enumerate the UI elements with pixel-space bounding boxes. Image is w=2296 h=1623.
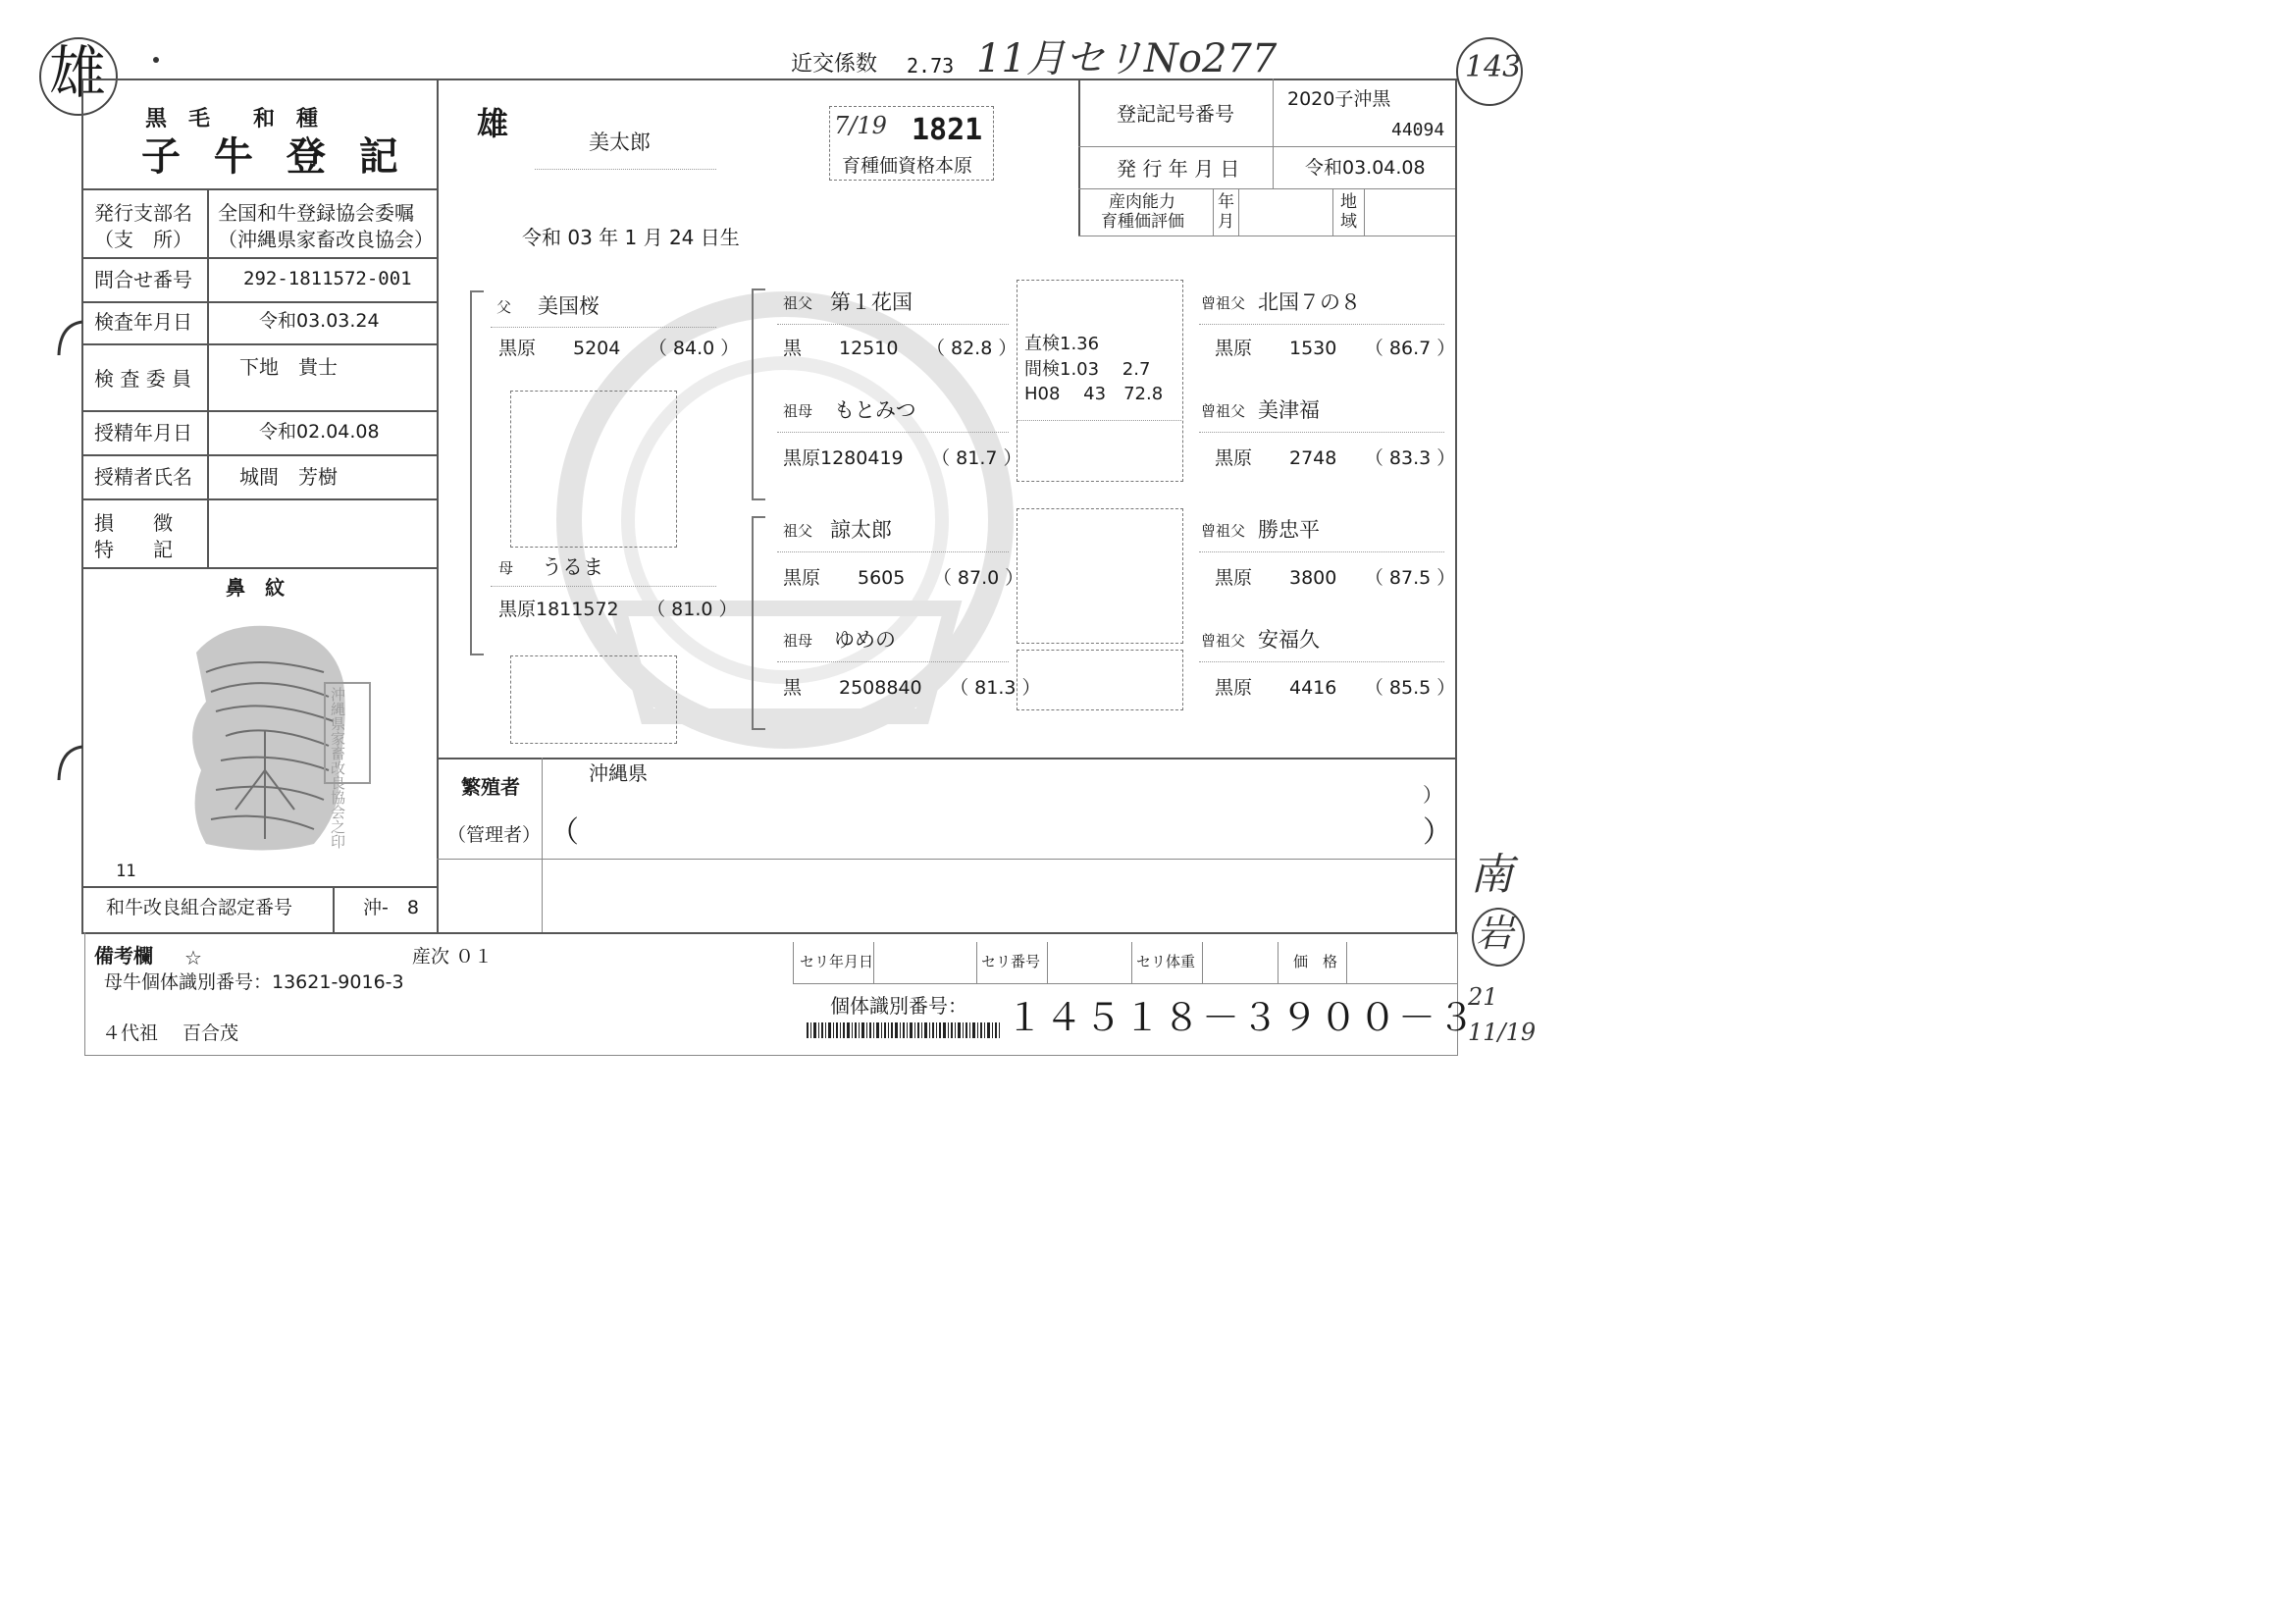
left-row-line — [81, 410, 437, 412]
left-row-line — [81, 301, 437, 303]
inspection-divider — [1017, 420, 1181, 421]
inspection-box-1 — [1017, 280, 1183, 482]
frame-left — [81, 79, 83, 932]
inspection-box-2 — [1017, 508, 1183, 644]
reg-number-value-1: 2020子沖黒 — [1287, 88, 1391, 110]
granddam-2-registration: 黒 2508840 （ 81.3 ） — [783, 677, 1041, 699]
grandsire-1-registration: 黒 12510 （ 82.8 ） — [783, 338, 1018, 359]
breed-title: 黒 毛 和 種 — [145, 106, 319, 131]
remarks-label: 備考欄 — [94, 944, 153, 968]
sire-parents-bracket — [752, 288, 765, 500]
row-label-inspection-date: 検査年月日 — [94, 310, 192, 334]
handwritten-side-1: 南 — [1470, 850, 1513, 900]
great-grandsire-1-label: 曾祖父 — [1201, 294, 1246, 312]
left-panel-divider — [437, 79, 439, 932]
inspection-box-3 — [1017, 650, 1183, 710]
remarks-star: ☆ — [184, 946, 202, 969]
great-grandsire-4-registration: 黒原 4416 （ 85.5 ） — [1215, 677, 1456, 699]
auction-bottom — [793, 983, 1457, 984]
reg-number-label: 登記記号番号 — [1117, 102, 1234, 126]
document-title: 子 牛 登 記 — [141, 133, 408, 180]
eval-col — [1238, 188, 1239, 236]
auction-col — [976, 942, 977, 983]
row-value-inspection-date: 令和03.03.24 — [259, 310, 380, 332]
granddam-1-registration: 黒原1280419 （ 81.7 ） — [783, 447, 1022, 469]
breeder-top-line — [437, 758, 1455, 759]
breeder-col — [542, 758, 543, 932]
auction-col — [1131, 942, 1132, 983]
bottom-frame-bottom — [84, 1055, 1458, 1056]
individual-id-label: 個体識別番号： — [830, 994, 967, 1018]
binder-hole-mark — [55, 744, 84, 783]
breeder-label: 繁殖者 — [461, 775, 520, 799]
sire-label: 父 — [496, 298, 512, 316]
eval-col — [1364, 188, 1365, 236]
left-row-line — [81, 567, 437, 569]
frame-top — [81, 79, 1457, 80]
auction-col — [1346, 942, 1347, 983]
binder-hole-mark — [55, 319, 84, 358]
granddam-2-name: ゆめの — [834, 628, 896, 652]
granddam-1-underline — [777, 432, 1009, 433]
left-row-line — [81, 498, 437, 500]
grandsire-2-underline — [777, 551, 1009, 552]
union-col-line — [333, 886, 335, 932]
inspection-line-3: H08 43 72.8 — [1024, 384, 1164, 404]
inspection-line-1: 直検1.36 — [1024, 334, 1100, 354]
dam-underline — [491, 586, 716, 587]
row-value-inseminator: 城間 芳樹 — [239, 465, 338, 489]
union-row-line — [81, 886, 437, 888]
great-grandsire-1-registration: 黒原 1530 （ 86.7 ） — [1215, 338, 1456, 359]
grandsire-2-name: 諒太郎 — [830, 518, 892, 542]
calf-name-underline — [535, 169, 716, 170]
breeder-value: 沖縄県 — [589, 761, 648, 785]
eval-month: 月 — [1218, 212, 1234, 232]
left-row-line — [81, 257, 437, 259]
frame-bottom — [81, 932, 1457, 934]
nose-print-number: 11 — [116, 862, 136, 881]
union-value: 沖- 8 — [363, 897, 419, 918]
great-grandsire-3-underline — [1199, 551, 1444, 552]
registry-row — [1078, 146, 1455, 147]
great-grandsire-1-name: 北国７の８ — [1258, 290, 1361, 314]
row-value-branch: 全国和牛登録協会委嘱 （沖縄県家畜改良協会） — [218, 201, 434, 251]
parity: 産次 ０１ — [412, 946, 494, 968]
barcode-icon — [807, 1022, 1003, 1038]
great-grandsire-3-registration: 黒原 3800 （ 87.5 ） — [1215, 567, 1456, 589]
union-label: 和牛改良組合認定番号 — [106, 897, 293, 918]
row-value-insemination-date: 令和02.04.08 — [259, 421, 380, 443]
dam-photo-box — [510, 655, 677, 744]
row-label-defects: 損 徴 特 記 — [94, 511, 173, 561]
left-row-line — [81, 454, 437, 456]
fourth-ancestor: ４代祖 百合茂 — [102, 1022, 239, 1044]
row-value-inspector: 下地 貴士 — [239, 355, 338, 379]
dam-registration: 黒原1811572 （ 81.0 ） — [498, 599, 738, 620]
calf-status: 育種価資格本原 — [842, 155, 973, 177]
eval-area-2: 域 — [1340, 212, 1357, 232]
individual-id-value: １４５１８－３９００－３ — [1006, 996, 1478, 1039]
row-label-inspector: 検 査 委 員 — [94, 367, 192, 391]
great-grandsire-1-underline — [1199, 324, 1444, 325]
eval-label-2: 育種価評価 — [1101, 212, 1184, 232]
auction-col — [873, 942, 874, 983]
auction-left — [793, 942, 794, 983]
eval-year: 年 — [1218, 192, 1234, 212]
parents-bracket — [470, 290, 484, 655]
dam-label: 母 — [498, 559, 514, 577]
great-grandsire-4-underline — [1199, 661, 1444, 662]
granddam-2-underline — [777, 661, 1009, 662]
auction-col — [1047, 942, 1048, 983]
great-grandsire-3-name: 勝忠平 — [1258, 518, 1320, 542]
sire-name: 美国桜 — [538, 294, 600, 318]
dam-parents-bracket — [752, 516, 765, 730]
price-label: 価 格 — [1293, 953, 1338, 970]
granddam-2-label: 祖母 — [783, 632, 813, 650]
great-grandsire-4-label: 曾祖父 — [1201, 632, 1246, 650]
calf-sex: 雄 — [477, 105, 509, 142]
granddam-1-label: 祖母 — [783, 402, 813, 420]
great-grandsire-2-label: 曾祖父 — [1201, 402, 1246, 420]
handwritten-date: 21 11/19 — [1468, 983, 1537, 1046]
bottom-frame-left — [84, 932, 85, 1055]
granddam-1-name: もとみつ — [834, 398, 916, 422]
issue-date-value: 令和03.04.08 — [1305, 157, 1426, 179]
inbreeding-value: 2.73 — [907, 54, 955, 78]
calf-birth-date: 令和 03 年 1 月 24 日生 — [522, 226, 740, 249]
inspection-line-2: 間検1.03 2.7 — [1024, 359, 1151, 380]
left-row-line — [81, 188, 437, 190]
breeder-paren-close-small: ） — [1423, 783, 1442, 807]
page-number: 143 — [1465, 50, 1522, 84]
grandsire-2-registration: 黒原 5605 （ 87.0 ） — [783, 567, 1024, 589]
manager-label: （管理者） — [447, 824, 542, 846]
manager-paren-close: ） — [1423, 815, 1452, 850]
eval-area-1: 地 — [1340, 192, 1357, 212]
nose-print-label: 鼻 紋 — [226, 576, 285, 600]
handwritten-auction-note: 11月セリNo277 — [976, 36, 1278, 81]
calf-number: 1821 — [912, 113, 983, 147]
grandsire-1-name: 第１花国 — [830, 290, 913, 314]
dam-id-number: 母牛個体識別番号：13621-9016-3 — [104, 971, 404, 993]
inbreeding-label: 近交係数 — [791, 52, 878, 77]
great-grandsire-2-underline — [1199, 432, 1444, 433]
auction-date-label: セリ年月日 — [800, 953, 874, 970]
row-label-inseminator: 授精者氏名 — [94, 465, 192, 489]
manager-paren-open: （ — [549, 815, 579, 850]
registry-left — [1078, 79, 1080, 236]
sire-underline — [491, 327, 716, 328]
eval-label-1: 産肉能力 — [1109, 192, 1175, 212]
calf-name: 美太郎 — [589, 131, 651, 154]
great-grandsire-2-registration: 黒原 2748 （ 83.3 ） — [1215, 447, 1456, 469]
sire-photo-box — [510, 391, 677, 548]
great-grandsire-3-label: 曾祖父 — [1201, 522, 1246, 540]
left-row-line — [81, 343, 437, 345]
grandsire-2-label: 祖父 — [783, 522, 813, 540]
sex-mark: 雄 — [49, 39, 107, 106]
handwritten-side-2: 岩 — [1476, 912, 1514, 955]
grandsire-1-underline — [777, 324, 1009, 325]
prefecture-seal-text: 沖縄県家畜改良協会之印 — [329, 687, 346, 849]
dot-mark — [153, 57, 159, 63]
row-label-inquiry: 問合せ番号 — [94, 268, 192, 291]
issue-date-label: 発 行 年 月 日 — [1117, 157, 1240, 181]
row-label-branch: 発行支部名 （支 所） — [94, 201, 192, 251]
number-prefix-handwritten: 7/19 — [834, 112, 887, 139]
auction-col — [1202, 942, 1203, 983]
left-col-line — [207, 188, 209, 567]
reg-number-value-2: 44094 — [1391, 120, 1445, 140]
sire-registration: 黒原 5204 （ 84.0 ） — [498, 338, 740, 359]
great-grandsire-2-name: 美津福 — [1258, 398, 1320, 422]
breeder-row-line — [437, 859, 1455, 860]
row-label-insemination-date: 授精年月日 — [94, 421, 192, 445]
auction-number-label: セリ番号 — [981, 953, 1041, 970]
grandsire-1-label: 祖父 — [783, 294, 813, 312]
eval-col — [1213, 188, 1214, 236]
dam-name: うるま — [542, 555, 603, 579]
auction-weight-label: セリ体重 — [1136, 953, 1196, 970]
great-grandsire-4-name: 安福久 — [1258, 628, 1320, 652]
eval-col — [1332, 188, 1333, 236]
frame-right — [1455, 79, 1457, 932]
row-value-inquiry: 292-1811572-001 — [243, 268, 412, 289]
registry-col — [1273, 79, 1274, 188]
registry-row — [1078, 188, 1455, 189]
